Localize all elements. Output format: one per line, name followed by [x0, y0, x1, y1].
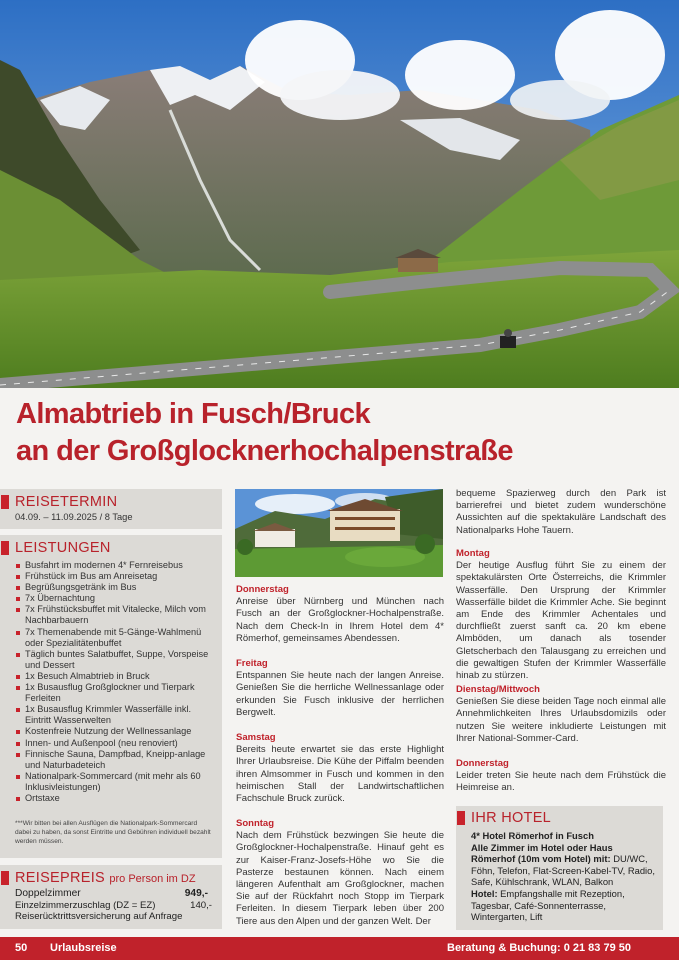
- list-item: 7x Frühstücksbuffet mit Vitalecke, Milch vom Nachbarbauern: [16, 604, 218, 626]
- day-block: [236, 658, 444, 719]
- day-title: Sonntag: [236, 818, 274, 829]
- day-text: Genießen Sie diese beiden Tage noch einmal alle Annehmlichkeiten Ihres Urlaubsdomizils oder nutzen Sie weitere inkludierte Leistungen mit Ihrer National-Sommer-Card.: [456, 696, 666, 744]
- day-text-continued: bequeme Spazierweg durch den Park ist barrierefrei und bietet zudem wunderschöne Aussichten auf die spektakuläre Landschaft des Nationalparks Hohe Tauern.: [456, 488, 666, 536]
- list-item: 7x Übernachtung: [16, 593, 218, 604]
- reisepreis-box: [0, 865, 222, 929]
- leistungen-note: ***Wir bitten bei allen Ausflügen die Nationalpark-Sommercard dabei zu haben, da sonst Eintritte und Gebühren individuell bezahlt werden müssen.: [15, 820, 211, 846]
- price-row: [0, 888, 222, 900]
- day-block: [236, 584, 444, 645]
- price-row: [0, 900, 222, 911]
- hero-image: [0, 0, 679, 388]
- day-title: Donnerstag: [236, 584, 289, 595]
- day-block: [456, 548, 666, 682]
- price-label: Doppelzimmer: [15, 888, 81, 899]
- footer-bar: [0, 937, 679, 960]
- reisetermin-heading: REISETERMIN: [0, 493, 222, 511]
- day-title: Dienstag/Mittwoch: [456, 684, 540, 695]
- list-item: Busfahrt im modernen 4* Fernreisebus: [16, 560, 218, 571]
- hotel-box: [456, 806, 663, 930]
- day-block: [456, 758, 666, 795]
- price-extra: Reiserücktrittsversicherung auf Anfrage: [15, 911, 183, 922]
- price-value: 949,-: [184, 888, 208, 899]
- day-title: Donnerstag: [456, 758, 509, 769]
- hotel-description: [456, 827, 663, 923]
- page-number: 50: [15, 942, 28, 954]
- footer-section: Urlaubsreise: [50, 942, 117, 954]
- day-block: [456, 684, 666, 745]
- day-text: Nach dem Frühstück bezwingen Sie heute die Großglockner-Hochalpenstraße. Hinauf geht es zur Kaiser-Franz-Josefs-Höhe wo Sie die Pasterze bestaunen können. Nach einem längeren Aufenthalt am Großglockner, machen Sie auf der Rückfahrt noch Stopp im Tierpark Ferleiten. In diesem Tierpark leben über 200 Tiere aus den Alpen und der ganzen Welt. Der: [236, 830, 444, 927]
- hotel-heading: IHR HOTEL: [456, 809, 663, 827]
- list-item: 1x Busausflug Großglockner und Tierpark Ferleiten: [16, 682, 218, 704]
- list-item: Nationalpark-Sommercard (mit mehr als 60 Inklusivleistungen): [16, 771, 218, 793]
- list-item: Innen- und Außenpool (neu renoviert): [16, 738, 218, 749]
- day-text: Bereits heute erwartet sie das erste Highlight Ihrer Urlaubsreise. Die Kühe der Piffalm beenden ihren Almsommer in Fusch und kommen in den heimischen Stall der Landwirtschaftlichen Fachschule Bruck zurück.: [236, 744, 444, 805]
- list-item: Kostenfreie Nutzung der Wellnessanlage: [16, 726, 218, 737]
- leistungen-heading: LEISTUNGEN: [0, 539, 222, 557]
- reisepreis-heading: [0, 869, 222, 888]
- price-value: 140,-: [190, 900, 212, 911]
- reisepreis-title: REISEPREIS: [15, 870, 106, 886]
- day-block: [236, 818, 444, 928]
- reisetermin-dates: 04.09. – 11.09.2025 / 8 Tage: [15, 512, 133, 522]
- list-item: 7x Themenabende mit 5-Gänge-Wahlmenü oder Spezialitätenbuffet: [16, 627, 218, 649]
- reisepreis-unit: pro Person im DZ: [109, 873, 196, 885]
- title-line-1: Almabtrieb in Fusch/Bruck: [16, 398, 371, 430]
- hotel-rooms-text: DU/WC, Föhn, Telefon, Flat-Screen-Kabel-TV, Radio, Safe, Kühlschrank, WLAN, Balkon: [471, 853, 655, 888]
- footer-contact: Beratung & Buchung: 0 21 83 79 50: [447, 942, 631, 954]
- day-text: Leider treten Sie heute nach dem Frühstück die Heimreise an.: [456, 770, 666, 794]
- day-text: Entspannen Sie heute nach der langen Anreise. Genießen Sie die herrliche Wellnessanlage oder erkunden Sie Fusch inklusive der herrlichen Bergwelt.: [236, 670, 444, 718]
- hotel-rooms-label: Alle Zimmer im Hotel oder Haus Römerhof (10m vom Hotel) mit:: [471, 841, 613, 865]
- title-line-2: an der Großglocknerhochalpenstraße: [16, 435, 513, 467]
- price-label: Einzelzimmerzuschlag (DZ = EZ): [15, 900, 156, 911]
- hotel-facilities: [471, 888, 657, 923]
- hotel-name: 4* Hotel Römerhof in Fusch: [471, 830, 594, 841]
- list-item: 1x Besuch Almabtrieb in Bruck: [16, 671, 218, 682]
- day-block: [236, 732, 444, 805]
- day-text: Der heutige Ausflug führt Sie zu einem der spektakulärsten Orte Österreichs, die Krimmler Wasserfälle. Den Ursprung der Krimmler Wasserfälle bildet die Krimmler Ache. Sie beginnt am Ende des Krimmler Achentales und durchfließt zuerst sanft ca. 20 km ebene Almböden, um danach als tosender Gletscherbach den Talausgang zu erreichen und die gewaltigen Stufen der Krimmler Wasserfälle hinab zu stürzen.: [456, 560, 666, 682]
- list-item: Täglich buntes Salatbuffet, Suppe, Vorspeise und Dessert: [16, 649, 218, 671]
- leistungen-box: [0, 535, 222, 858]
- hotel-facilities-text: Empfangshalle mit Rezeption, Tagesbar, Café-Sonnenterrasse, Wintergarten, Lift: [471, 887, 625, 923]
- day-title: Samstag: [236, 732, 276, 743]
- leistungen-list: [0, 557, 222, 804]
- list-item: Begrüßungsgetränk im Bus: [16, 582, 218, 593]
- hotel-rooms: [471, 842, 657, 888]
- hotel-photo: [235, 489, 443, 577]
- day-title: Montag: [456, 548, 490, 559]
- page-title: [16, 396, 666, 470]
- day-title: Freitag: [236, 658, 268, 669]
- reisetermin-box: [0, 489, 222, 529]
- hotel-facilities-label: Hotel:: [471, 887, 498, 899]
- list-item: 1x Busausflug Krimmler Wasserfälle inkl. Eintritt Wasserwelten: [16, 704, 218, 726]
- list-item: Frühstück im Bus am Anreisetag: [16, 571, 218, 582]
- list-item: Ortstaxe: [16, 793, 218, 804]
- day-text: Anreise über Nürnberg und München nach Fusch an der Großglockner-Hochalpenstraße. Nach dem Check-In in Ihrem Hotel dem 4* Römerhof, gemeinsames Abendessen.: [236, 596, 444, 644]
- list-item: Finnische Sauna, Dampfbad, Kneipp-anlage und Naturbadeteich: [16, 749, 218, 771]
